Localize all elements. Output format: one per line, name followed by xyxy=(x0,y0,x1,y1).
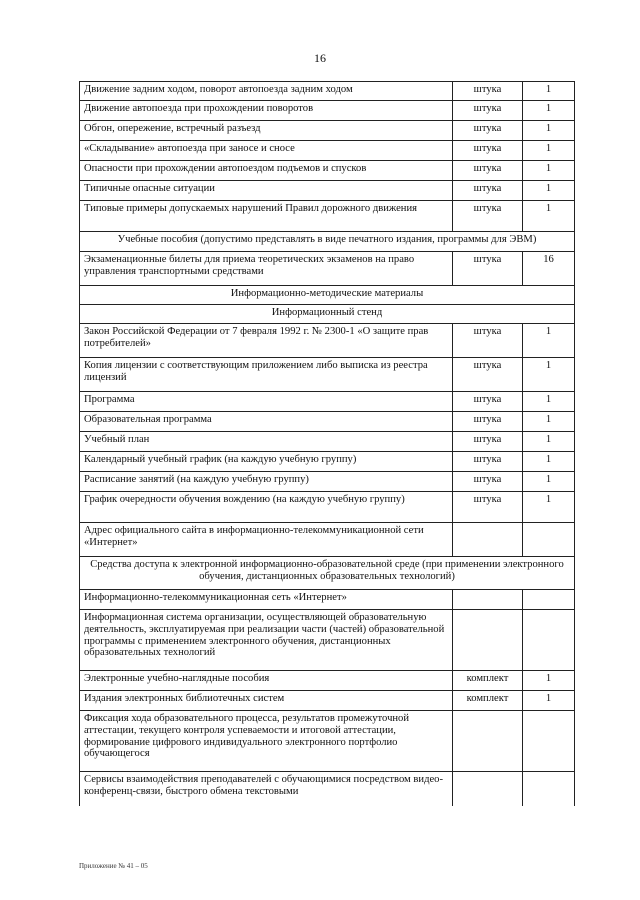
qty-cell: 1 xyxy=(523,492,575,523)
unit-cell: штука xyxy=(453,432,523,452)
qty-cell xyxy=(523,772,575,806)
unit-cell xyxy=(453,610,523,671)
item-name-cell: Электронные учебно-наглядные пособия xyxy=(80,671,453,691)
table-row xyxy=(80,523,575,557)
qty-cell xyxy=(523,523,575,557)
table-row xyxy=(80,101,575,121)
unit-cell: штука xyxy=(453,161,523,181)
table-row xyxy=(80,590,575,610)
unit-cell xyxy=(453,590,523,610)
unit-cell: штука xyxy=(453,141,523,161)
unit-cell: штука xyxy=(453,452,523,472)
unit-cell: комплект xyxy=(453,691,523,711)
qty-cell: 1 xyxy=(523,472,575,492)
unit-cell: штука xyxy=(453,472,523,492)
section-heading: Информационно-методические материалы xyxy=(80,286,575,305)
unit-cell: штука xyxy=(453,492,523,523)
section-row xyxy=(80,286,575,305)
unit-cell: штука xyxy=(453,252,523,286)
item-name-cell: Информационная система организации, осуществляющей образовательную деятельность, эксплуатируемая при реализации части (частей) образовательной программы с применением электронного обучения, дистанционных образовательных технологий xyxy=(80,610,453,671)
section-heading: Информационный стенд xyxy=(80,305,575,324)
table-row xyxy=(80,432,575,452)
item-name-cell: Движение автопоезда при прохождении поворотов xyxy=(80,101,453,121)
qty-cell xyxy=(523,610,575,671)
item-name-cell: Адрес официального сайта в информационно-телекоммуникационной сети «Интернет» xyxy=(80,523,453,557)
unit-cell: штука xyxy=(453,101,523,121)
section-row xyxy=(80,232,575,252)
item-name-cell: Расписание занятий (на каждую учебную группу) xyxy=(80,472,453,492)
item-name-cell: Опасности при прохождении автопоездом подъемов и спусков xyxy=(80,161,453,181)
section-heading: Учебные пособия (допустимо представлять в виде печатного издания, программы для ЭВМ) xyxy=(80,232,575,252)
qty-cell: 1 xyxy=(523,432,575,452)
item-name-cell: Движение задним ходом, поворот автопоезда задним ходом xyxy=(80,82,453,101)
page-footer: Приложение № 41 – 05 xyxy=(79,862,148,870)
item-name-cell: Информационно-телекоммуникационная сеть «Интернет» xyxy=(80,590,453,610)
qty-cell: 1 xyxy=(523,101,575,121)
unit-cell: штука xyxy=(453,201,523,232)
unit-cell xyxy=(453,523,523,557)
table-row xyxy=(80,711,575,772)
qty-cell: 1 xyxy=(523,412,575,432)
qty-cell: 1 xyxy=(523,121,575,141)
item-name-cell: Типовые примеры допускаемых нарушений Правил дорожного движения xyxy=(80,201,453,232)
item-name-cell: Издания электронных библиотечных систем xyxy=(80,691,453,711)
table-row xyxy=(80,141,575,161)
table-row xyxy=(80,181,575,201)
unit-cell: штука xyxy=(453,121,523,141)
unit-cell: комплект xyxy=(453,671,523,691)
item-name-cell: Программа xyxy=(80,392,453,412)
qty-cell xyxy=(523,711,575,772)
table-row xyxy=(80,772,575,806)
table-row xyxy=(80,691,575,711)
equipment-table xyxy=(79,81,575,806)
unit-cell: штука xyxy=(453,358,523,392)
qty-cell: 1 xyxy=(523,358,575,392)
table-row xyxy=(80,252,575,286)
section-row xyxy=(80,305,575,324)
qty-cell: 1 xyxy=(523,671,575,691)
qty-cell: 1 xyxy=(523,452,575,472)
qty-cell xyxy=(523,590,575,610)
section-heading: Средства доступа к электронной информационно-образовательной среде (при применении электронного обучения, дистанционных образовательных технологий) xyxy=(80,557,575,590)
item-name-cell: Типичные опасные ситуации xyxy=(80,181,453,201)
qty-cell: 1 xyxy=(523,161,575,181)
qty-cell: 1 xyxy=(523,181,575,201)
unit-cell: штука xyxy=(453,181,523,201)
table-row xyxy=(80,452,575,472)
item-name-cell: Образовательная программа xyxy=(80,412,453,432)
table-row xyxy=(80,392,575,412)
table-row xyxy=(80,610,575,671)
page-number: 16 xyxy=(314,51,326,65)
table-row xyxy=(80,324,575,358)
item-name-cell: График очередности обучения вождению (на каждую учебную группу) xyxy=(80,492,453,523)
item-name-cell: Экзаменационные билеты для приема теоретических экзаменов на право управления транспортными средствами xyxy=(80,252,453,286)
table-row xyxy=(80,201,575,232)
item-name-cell: Закон Российской Федерации от 7 февраля 1992 г. № 2300-1 «О защите прав потребителей» xyxy=(80,324,453,358)
qty-cell: 1 xyxy=(523,201,575,232)
item-name-cell: Учебный план xyxy=(80,432,453,452)
table-row xyxy=(80,82,575,101)
table-body xyxy=(80,82,575,806)
qty-cell: 1 xyxy=(523,392,575,412)
qty-cell: 1 xyxy=(523,324,575,358)
table-row xyxy=(80,472,575,492)
item-name-cell: Календарный учебный график (на каждую учебную группу) xyxy=(80,452,453,472)
table-row xyxy=(80,671,575,691)
unit-cell xyxy=(453,711,523,772)
unit-cell: штука xyxy=(453,82,523,101)
table-row xyxy=(80,412,575,432)
qty-cell: 1 xyxy=(523,141,575,161)
qty-cell: 1 xyxy=(523,82,575,101)
table-row xyxy=(80,358,575,392)
table-row xyxy=(80,121,575,141)
unit-cell: штука xyxy=(453,412,523,432)
qty-cell: 1 xyxy=(523,691,575,711)
item-name-cell: Обгон, опережение, встречный разъезд xyxy=(80,121,453,141)
unit-cell: штука xyxy=(453,392,523,412)
unit-cell: штука xyxy=(453,324,523,358)
item-name-cell: «Складывание» автопоезда при заносе и сносе xyxy=(80,141,453,161)
item-name-cell: Фиксация хода образовательного процесса, результатов промежуточной аттестации, текущего контроля успеваемости и итоговой аттестации, формирование цифрового индивидуального электронного портфолио обучающегося xyxy=(80,711,453,772)
item-name-cell: Копия лицензии с соответствующим приложением либо выписка из реестра лицензий xyxy=(80,358,453,392)
section-row xyxy=(80,557,575,590)
qty-cell: 16 xyxy=(523,252,575,286)
table-row xyxy=(80,161,575,181)
table-row xyxy=(80,492,575,523)
item-name-cell: Сервисы взаимодействия преподавателей с обучающимися посредством видео-конференц-связи, быстрого обмена текстовыми xyxy=(80,772,453,806)
unit-cell xyxy=(453,772,523,806)
